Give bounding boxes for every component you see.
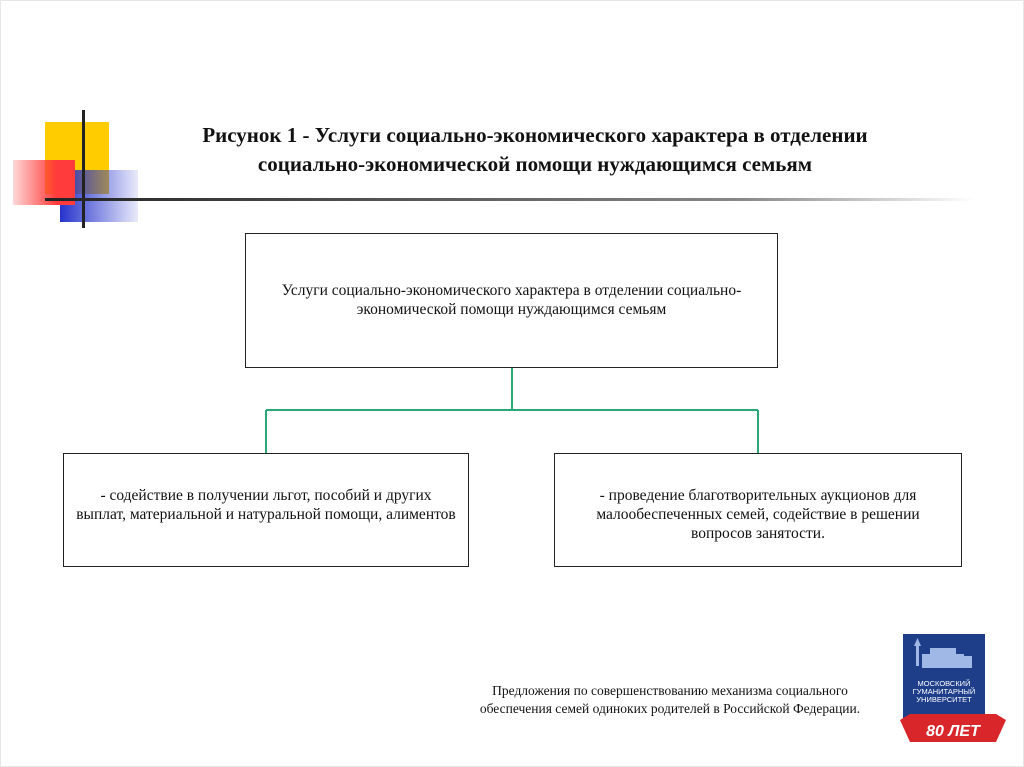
logo-ribbon-text: 80 ЛЕТ — [926, 723, 980, 740]
decorative-corner-graphic — [0, 0, 1024, 240]
right-box-text: - проведение благотворительных аукционов для малообеспеченных семей, содействие в решении вопросов занятости. — [596, 487, 920, 542]
footer-line-2: обеспечения семей одиноких родителей в Российской Федерации. — [479, 701, 861, 716]
horizontal-line — [45, 198, 975, 201]
root-box-text: Услуги социально-экономического характера в отделении социально-экономической помощи нуждающимся семьям — [281, 282, 742, 318]
title-line-2: социально-экономической помощи нуждающимся семьям — [257, 152, 813, 176]
left-box-text: - содействие в получении льгот, пособий и других выплат, материальной и натуральной помощи, алиментов — [76, 487, 456, 523]
logo-text-3: УНИВЕРСИТЕТ — [916, 695, 972, 704]
diagram-child-box-left — [63, 453, 469, 567]
diagram-root-box — [245, 233, 778, 368]
footer-caption — [440, 682, 900, 718]
title-line-1: Рисунок 1 - Услуги социально-экономического характера в отделении — [202, 123, 868, 147]
footer-line-1: Предложения по совершенствованию механизма социального — [492, 683, 848, 698]
university-logo — [900, 634, 1006, 744]
diagram-child-box-right — [554, 453, 962, 567]
logo-text-1: МОСКОВСКИЙ — [917, 679, 971, 688]
logo-text-2: ГУМАНИТАРНЫЙ — [912, 687, 976, 696]
vertical-line — [82, 110, 85, 228]
slide-title — [140, 121, 930, 179]
